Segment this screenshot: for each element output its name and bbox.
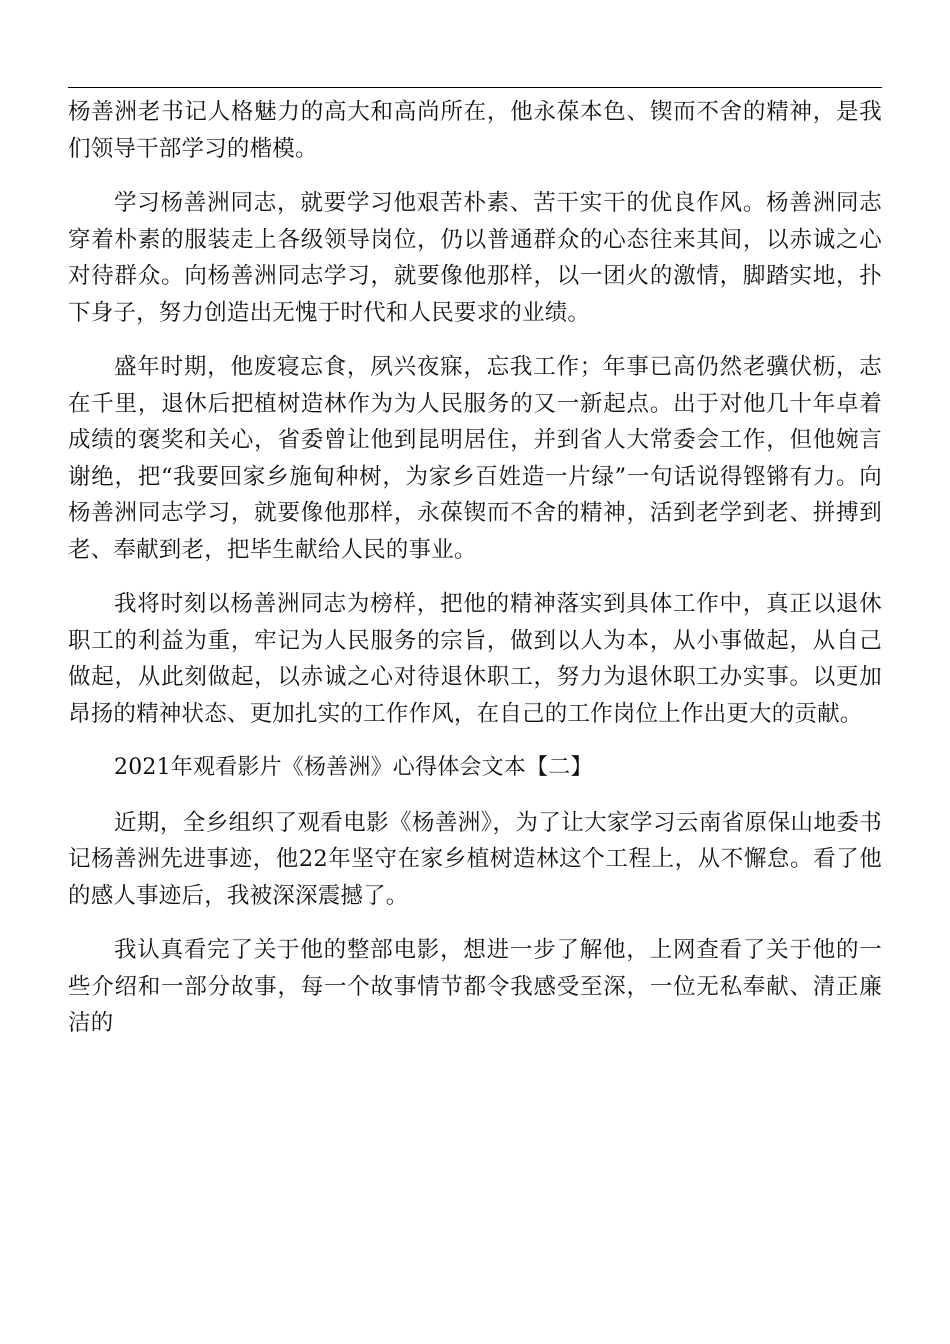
paragraph: 杨善洲老书记人格魅力的高大和高尚所在，他永葆本色、锲而不舍的精神，是我们领导干部学习的楷模。 xyxy=(68,99,882,162)
section-heading: 2021年观看影片《杨善洲》心得体会文本【二】 xyxy=(114,755,593,780)
document-body xyxy=(68,94,882,1042)
paragraph: 盛年时期，他废寝忘食，夙兴夜寐，忘我工作；年事已高仍然老骥伏枥，志在千里，退休后把植树造林作为为人民服务的又一新起点。出于对他几十年卓着成绩的褒奖和关心，省委曾让他到昆明居住，并到省人大常委会工作，但他婉言谢绝，把“我要回家乡施甸种树，为家乡百姓造一片绿”一句话说得铿锵有力。向杨善洲同志学习，就要像他那样，永葆锲而不舍的精神，活到老学到老、拼搏到老、奉献到老，把毕生献给人民的事业。 xyxy=(68,354,882,563)
paragraph: 学习杨善洲同志，就要学习他艰苦朴素、苦干实干的优良作风。杨善洲同志穿着朴素的服装走上各级领导岗位，仍以普通群众的心态往来其间，以赤诚之心对待群众。向杨善洲同志学习，就要像他那样，以一团火的激情，脚踏实地，扑下身子，努力创造出无愧于时代和人民要求的业绩。 xyxy=(68,190,882,326)
paragraph: 我将时刻以杨善洲同志为榜样，把他的精神落实到具体工作中，真正以退休职工的利益为重，牢记为人民服务的宗旨，做到以人为本，从小事做起，从自己做起，从此刻做起，以赤诚之心对待退休职工，努力为退休职工办实事。以更加昂扬的精神状态、更加扎实的工作作风，在自己的工作岗位上作出更大的贡献。 xyxy=(68,591,882,727)
paragraph: 我认真看完了关于他的整部电影，想进一步了解他，上网查看了关于他的一些介绍和一部分故事，每一个故事情节都令我感受至深，一位无私奉献、清正廉洁的 xyxy=(68,937,882,1036)
paragraph: 近期，全乡组织了观看电影《杨善洲》，为了让大家学习云南省原保山地委书记杨善洲先进事迹，他22年坚守在家乡植树造林这个工程上，从不懈怠。看了他的感人事迹后，我被深深震撼了。 xyxy=(68,809,882,909)
header-divider xyxy=(68,87,882,88)
document-page xyxy=(68,0,882,1344)
